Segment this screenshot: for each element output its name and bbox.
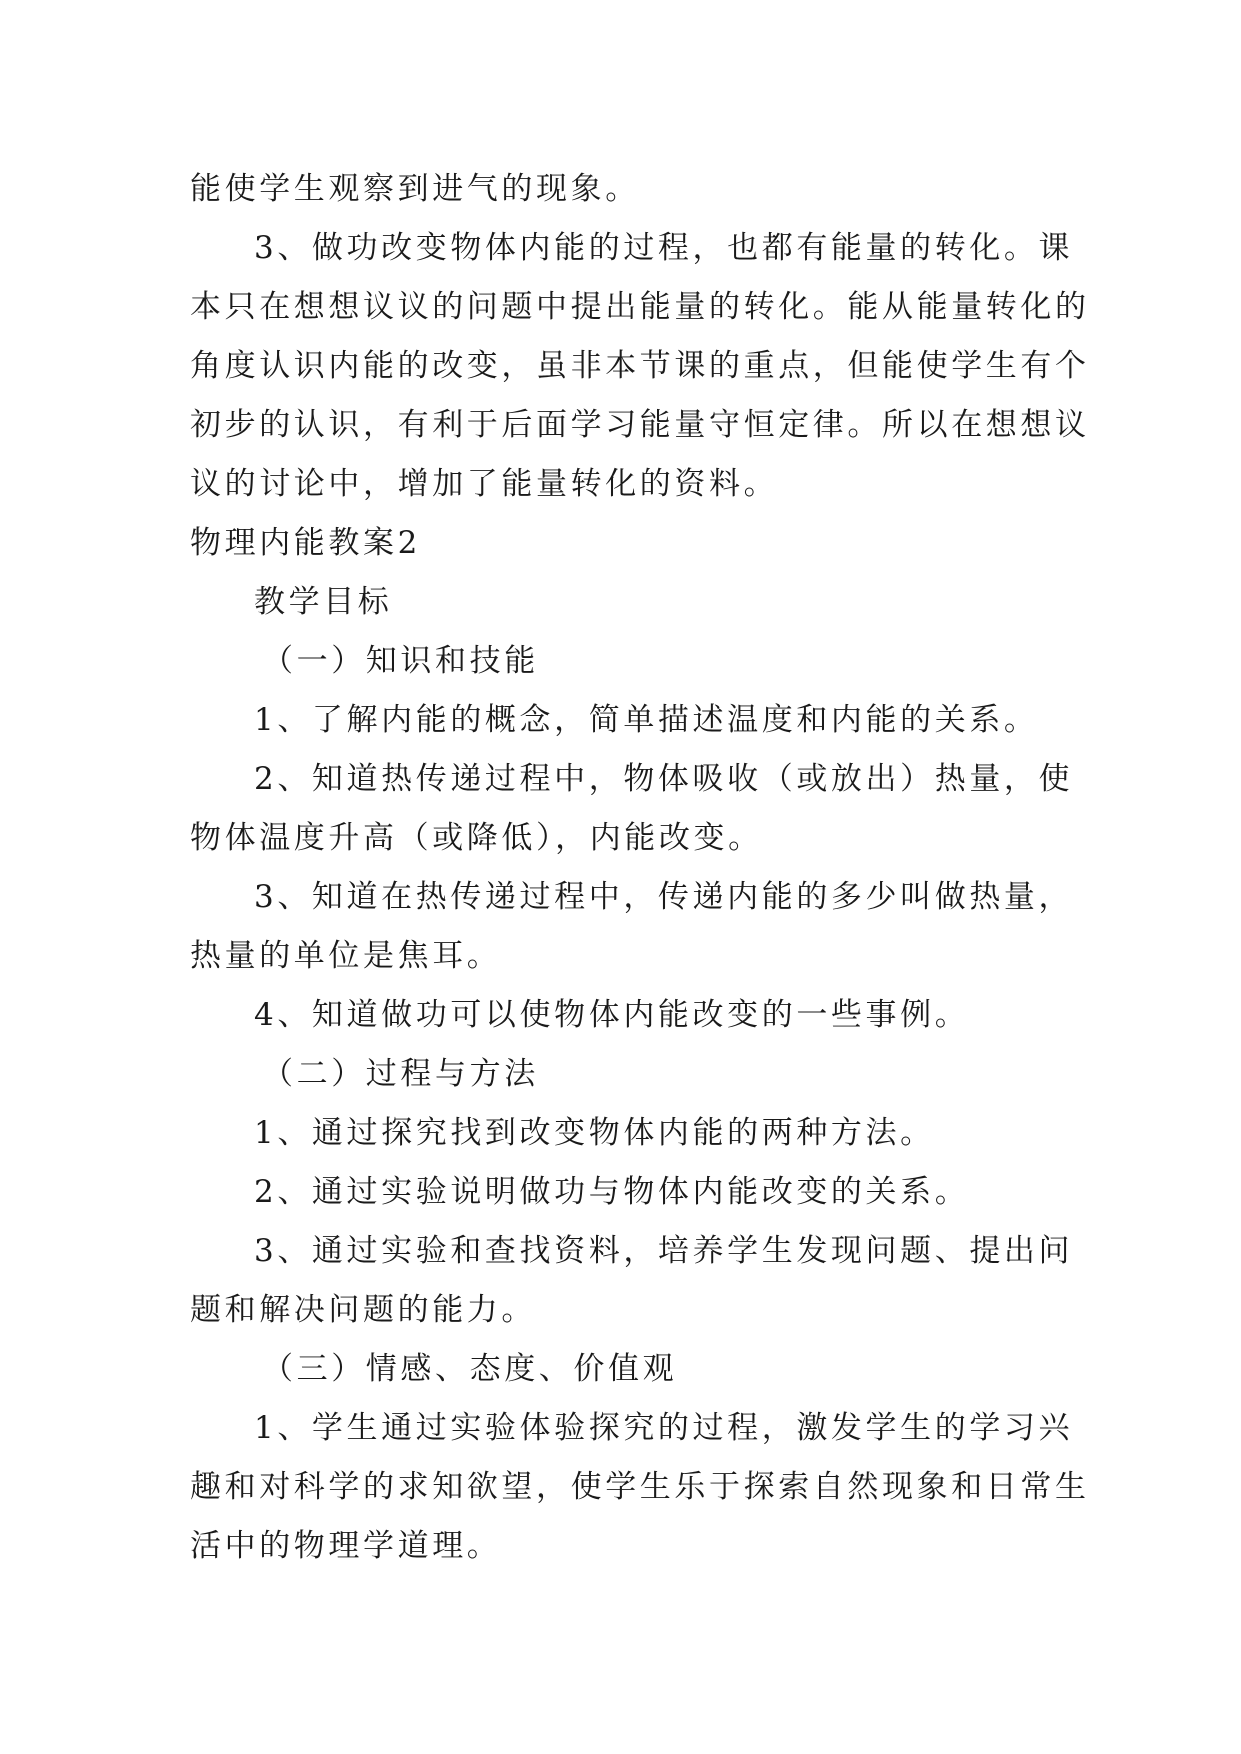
- text-line: 4、知道做功可以使物体内能改变的一些事例。: [254, 997, 970, 1033]
- text-line: 热量的单位是焦耳。: [190, 938, 502, 974]
- text-line: 1、学生通过实验体验探究的过程，激发学生的学习兴: [254, 1410, 1074, 1446]
- text-line: 趣和对科学的求知欲望，使学生乐于探索自然现象和日常生: [190, 1469, 1090, 1505]
- text-line: 议的讨论中，增加了能量转化的资料。: [190, 466, 779, 502]
- text-line: 1、了解内能的概念，简单描述温度和内能的关系。: [254, 702, 1039, 738]
- text-line: 题和解决问题的能力。: [190, 1292, 536, 1328]
- section-heading: （一）知识和技能: [262, 643, 539, 679]
- document-title: 物理内能教案2: [190, 525, 421, 561]
- text-line: 3、做功改变物体内能的过程，也都有能量的转化。课: [254, 230, 1074, 266]
- text-line: 角度认识内能的改变，虽非本节课的重点，但能使学生有个: [190, 348, 1090, 384]
- section-heading: （三）情感、态度、价值观: [262, 1351, 678, 1387]
- text-line: 活中的物理学道理。: [190, 1528, 502, 1564]
- text-line: 1、通过探究找到改变物体内能的两种方法。: [254, 1115, 935, 1151]
- text-line: 能使学生观察到进气的现象。: [190, 171, 640, 207]
- section-heading: （二）过程与方法: [262, 1056, 539, 1092]
- text-line: 教学目标: [254, 584, 393, 620]
- text-line: 本只在想想议议的问题中提出能量的转化。能从能量转化的: [190, 289, 1090, 325]
- text-line: 2、知道热传递过程中，物体吸收（或放出）热量，使: [254, 761, 1074, 797]
- text-line: 初步的认识，有利于后面学习能量守恒定律。所以在想想议: [190, 407, 1090, 443]
- text-line: 3、知道在热传递过程中，传递内能的多少叫做热量，: [254, 879, 1074, 915]
- text-line: 3、通过实验和查找资料，培养学生发现问题、提出问: [254, 1233, 1074, 1269]
- text-line: 2、通过实验说明做功与物体内能改变的关系。: [254, 1174, 970, 1210]
- document-body: [190, 160, 1090, 1576]
- text-line: 物体温度升高（或降低），内能改变。: [190, 820, 763, 856]
